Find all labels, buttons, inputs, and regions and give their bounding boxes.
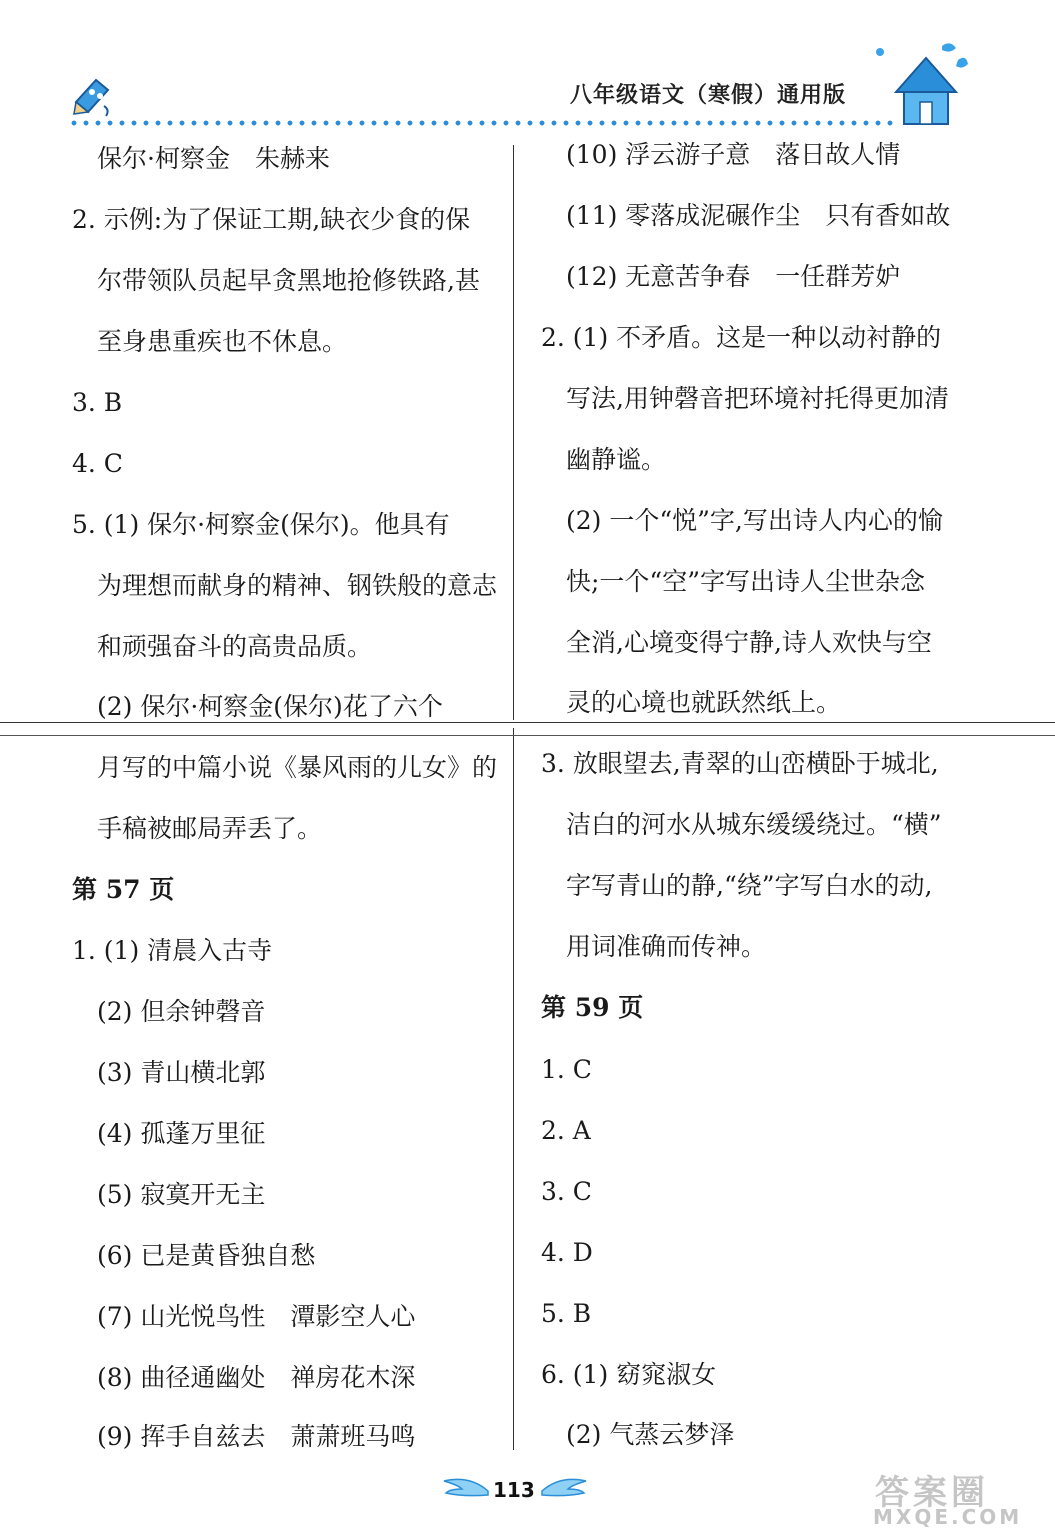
text-line: 6. (1) 窈窕淑女 bbox=[541, 1360, 717, 1389]
page-fold-line-2 bbox=[0, 735, 1055, 736]
column-divider-upper bbox=[513, 145, 514, 720]
text-line: (4) 孤蓬万里征 bbox=[97, 1119, 266, 1148]
text-line: 4. D bbox=[541, 1238, 593, 1267]
pencil-mascot-icon bbox=[70, 72, 116, 118]
text-line: 2. 示例:为了保证工期,缺衣少食的保 bbox=[72, 205, 471, 234]
left-wing-icon bbox=[440, 1473, 490, 1503]
text-line: 月写的中篇小说《暴风雨的儿女》的 bbox=[97, 753, 498, 782]
text-line: (8) 曲径通幽处 禅房花木深 bbox=[97, 1363, 416, 1392]
text-line: 3. C bbox=[541, 1177, 592, 1206]
text-line: 写法,用钟磬音把环境衬托得更加清 bbox=[566, 384, 949, 413]
watermark-bottom: MXQE.COM bbox=[873, 1505, 1023, 1529]
blue-house-icon bbox=[870, 40, 970, 130]
column-divider-lower bbox=[513, 728, 514, 1450]
text-line: (10) 浮云游子意 落日故人情 bbox=[566, 140, 901, 169]
text-line: 尔带领队员起早贪黑地抢修铁路,甚 bbox=[97, 266, 480, 295]
text-line: 3. B bbox=[72, 388, 123, 417]
text-line: 5. (1) 保尔·柯察金(保尔)。他具有 bbox=[72, 510, 450, 539]
text-line: 字写青山的静,“绕”字写白水的动, bbox=[566, 871, 933, 900]
section-heading: 第 57 页 bbox=[72, 875, 175, 904]
text-line: 5. B bbox=[541, 1299, 592, 1328]
text-line: (12) 无意苦争春 一任群芳妒 bbox=[566, 262, 901, 291]
text-line: (9) 挥手自兹去 萧萧班马鸣 bbox=[97, 1422, 416, 1451]
text-line: 2. A bbox=[541, 1116, 591, 1145]
text-line: (2) 一个“悦”字,写出诗人内心的愉 bbox=[566, 506, 943, 535]
text-line: (7) 山光悦鸟性 潭影空人心 bbox=[97, 1302, 416, 1331]
text-line: (5) 寂寞开无主 bbox=[97, 1180, 266, 1209]
text-line: 1. (1) 清晨入古寺 bbox=[72, 936, 273, 965]
text-line: (2) 气蒸云梦泽 bbox=[566, 1420, 735, 1449]
text-line: 手稿被邮局弄丢了。 bbox=[97, 814, 323, 843]
section-heading: 第 59 页 bbox=[541, 993, 644, 1022]
watermark-top: 答案圈 bbox=[875, 1473, 989, 1513]
text-line: 灵的心境也就跃然纸上。 bbox=[566, 688, 842, 717]
text-line: (11) 零落成泥碾作尘 只有香如故 bbox=[566, 201, 951, 230]
text-line: (2) 但余钟磬音 bbox=[97, 997, 266, 1026]
right-wing-icon bbox=[540, 1473, 590, 1503]
text-line: 和顽强奋斗的高贵品质。 bbox=[97, 632, 373, 661]
text-line: 幽静谧。 bbox=[566, 445, 667, 474]
text-line: 快;一个“空”字写出诗人尘世杂念 bbox=[566, 567, 925, 596]
text-line: 保尔·柯察金 朱赫来 bbox=[97, 144, 330, 173]
text-line: 4. C bbox=[72, 449, 123, 478]
header-title: 八年级语文（寒假）通用版 bbox=[570, 83, 847, 108]
page-number: 113 bbox=[493, 1478, 535, 1502]
text-line: 全消,心境变得宁静,诗人欢快与空 bbox=[566, 628, 932, 657]
text-line: 洁白的河水从城东缓缓绕过。“横” bbox=[566, 810, 942, 839]
text-line: 用词准确而传神。 bbox=[566, 932, 767, 961]
text-line: (6) 已是黄昏独自愁 bbox=[97, 1241, 316, 1270]
text-line: 2. (1) 不矛盾。这是一种以动衬静的 bbox=[541, 323, 942, 352]
header-dotted-rule bbox=[68, 120, 898, 126]
text-line: (3) 青山横北郭 bbox=[97, 1058, 266, 1087]
text-line: 1. C bbox=[541, 1055, 592, 1084]
text-line: 为理想而献身的精神、钢铁般的意志 bbox=[97, 571, 498, 600]
text-line: 至身患重疾也不休息。 bbox=[97, 327, 348, 356]
text-line: (2) 保尔·柯察金(保尔)花了六个 bbox=[97, 692, 443, 721]
text-line: 3. 放眼望去,青翠的山峦横卧于城北, bbox=[541, 749, 939, 778]
watermark bbox=[855, 1465, 1045, 1530]
